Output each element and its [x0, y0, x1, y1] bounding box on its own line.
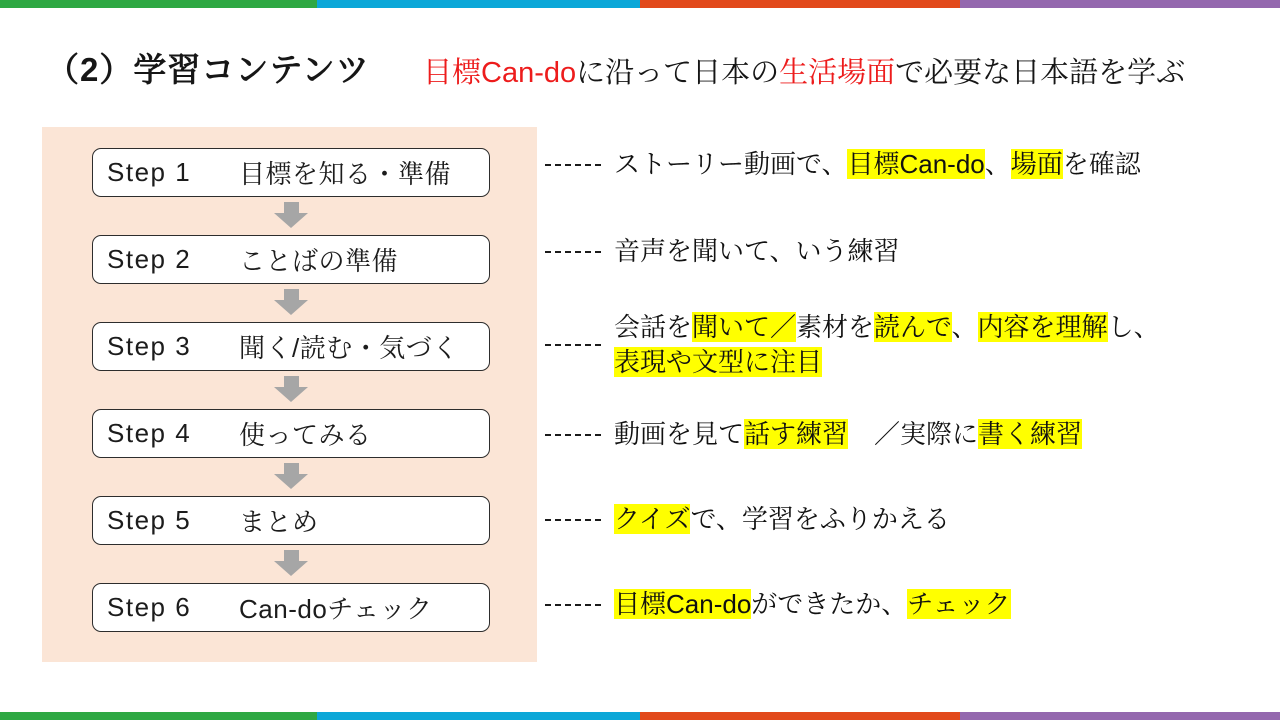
connector-dash — [545, 251, 601, 253]
annotation-row — [545, 310, 1160, 380]
step-box — [92, 148, 490, 197]
annotation-line — [614, 502, 950, 537]
bar-segment — [317, 712, 640, 720]
highlight-segment: 表現や文型に注目 — [614, 347, 823, 377]
step-label: 目標を知る・準備 — [239, 159, 452, 189]
bar-segment — [960, 712, 1280, 720]
step-number: Step 4 — [107, 418, 192, 448]
subtitle-segment: 目標Can-do — [423, 57, 577, 89]
highlight-segment: 内容を理解 — [977, 312, 1108, 342]
down-arrow-icon — [274, 463, 308, 489]
text-segment: ができたか、 — [751, 589, 908, 619]
annotation-row — [545, 147, 1141, 182]
annotation-line — [614, 310, 1160, 345]
annotation-line — [614, 345, 1160, 380]
connector-dash — [545, 604, 601, 606]
bar-segment — [0, 712, 317, 720]
text-segment: 動画を見て — [614, 419, 745, 449]
text-segment: 、 — [984, 149, 1011, 179]
annotation-row — [545, 502, 950, 537]
step-label: ことばの準備 — [239, 246, 399, 276]
step-label: 使ってみる — [239, 420, 372, 450]
down-arrow-icon — [274, 550, 308, 576]
text-segment: ストーリー動画で、 — [614, 149, 848, 179]
annotation-text — [614, 502, 950, 537]
highlight-segment: クイズ — [614, 504, 691, 534]
annotation-row — [545, 234, 899, 269]
step-box — [92, 496, 490, 545]
annotation-text — [614, 417, 1082, 452]
bar-segment — [317, 0, 640, 8]
subtitle-segment: に沿って日本の — [576, 57, 780, 89]
step-number: Step 6 — [107, 592, 192, 622]
highlight-segment: 書く練習 — [978, 419, 1083, 449]
annotation-text — [614, 587, 1011, 622]
step-label: Can-doチェック — [239, 594, 433, 624]
annotation-line — [614, 417, 1082, 452]
text-segment: 音声を聞いて、いう練習 — [614, 236, 900, 266]
annotation-line — [614, 234, 899, 269]
annotation-row — [545, 587, 1011, 622]
bar-segment — [640, 712, 960, 720]
annotation-line — [614, 147, 1141, 182]
annotation-line — [614, 587, 1011, 622]
text-segment: ／実際に — [848, 419, 979, 449]
highlight-segment: チェック — [907, 589, 1011, 619]
connector-dash — [545, 164, 601, 166]
step-box — [92, 583, 490, 632]
down-arrow-icon — [274, 289, 308, 315]
bar-segment — [960, 0, 1280, 8]
text-segment: 会話を — [614, 312, 693, 342]
steps-panel — [42, 127, 537, 662]
step-number: Step 2 — [107, 244, 192, 274]
bar-segment — [0, 0, 317, 8]
connector-dash — [545, 344, 601, 346]
bar-segment — [640, 0, 960, 8]
annotation-row — [545, 417, 1082, 452]
annotation-text — [614, 234, 899, 269]
highlight-segment: 話す練習 — [744, 419, 849, 449]
highlight-segment: 聞いて／ — [692, 312, 797, 342]
annotation-text — [614, 147, 1141, 182]
subtitle-segment: で必要な日本語を学ぶ — [895, 57, 1186, 89]
step-number: Step 5 — [107, 505, 192, 535]
step-number: Step 3 — [107, 331, 192, 361]
text-segment: 素材を — [796, 312, 875, 342]
step-number: Step 1 — [107, 157, 192, 187]
subtitle-segment: 生活場面 — [779, 57, 896, 89]
text-segment: し、 — [1107, 312, 1160, 342]
step-box — [92, 409, 490, 458]
subtitle — [423, 50, 1185, 91]
connector-dash — [545, 434, 601, 436]
annotation-text — [614, 310, 1160, 380]
step-box — [92, 322, 490, 371]
highlight-segment: 場面 — [1010, 149, 1063, 179]
top-color-bar — [0, 0, 1280, 8]
step-box — [92, 235, 490, 284]
page-title: （2）学習コンテンツ — [46, 51, 370, 88]
down-arrow-icon — [274, 202, 308, 228]
step-label: まとめ — [239, 507, 319, 537]
highlight-segment: 読んで — [874, 312, 952, 342]
text-segment: を確認 — [1062, 149, 1141, 179]
text-segment: 、 — [951, 312, 978, 342]
step-label: 聞く/読む・気づく — [239, 333, 459, 363]
connector-dash — [545, 519, 601, 521]
highlight-segment: 目標Can-do — [847, 149, 985, 179]
text-segment: で、学習をふりかえる — [690, 504, 950, 534]
bottom-color-bar — [0, 712, 1280, 720]
down-arrow-icon — [274, 376, 308, 402]
highlight-segment: 目標Can-do — [614, 589, 752, 619]
